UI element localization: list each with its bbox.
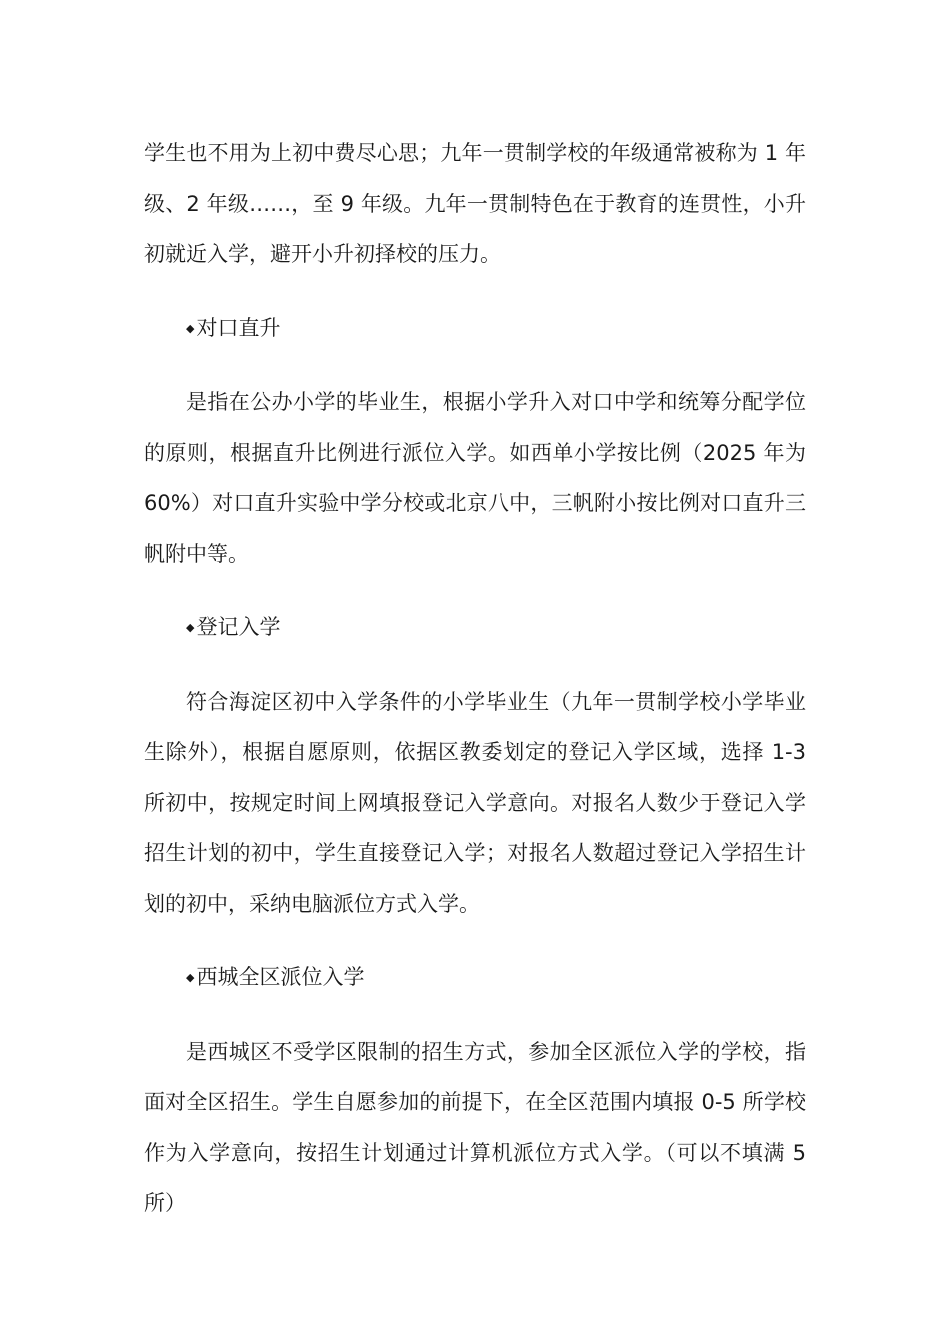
section-heading-label: 登记入学 (196, 615, 281, 639)
diamond-bullet-icon: ◆ (186, 621, 195, 634)
section-heading-label: 对口直升 (196, 315, 281, 340)
section-heading-direct-promotion (144, 303, 806, 355)
diamond-bullet-icon: ◆ (186, 321, 195, 335)
section-heading-district-lottery (144, 952, 806, 1004)
section-body-registration: 符合海淀区初中入学条件的小学毕业生（九年一贯制学校小学毕业生除外），根据自愿原则，依据区教委划定的登记入学区域，选择 1-3 所初中，按规定时间上网填报登记入学意向。对报名人数少于登记入学招生计划的初中，学生直接登记入学；对报名人数超过登记入学招生计划的初中，采纳电脑派位方式入学。 (144, 689, 806, 916)
document-body (144, 128, 806, 1229)
section-body-district-lottery: 是西城区不受学区限制的招生方式，参加全区派位入学的学校，指面对全区招生。学生自愿参加的前提下，在全区范围内填报 0-5 所学校作为入学意向，按招生计划通过计算机派位方式入学。（可以不填满 5 所） (144, 1039, 806, 1215)
diamond-bullet-icon: ◆ (186, 971, 195, 984)
section-heading-label: 西城全区派位入学 (196, 965, 365, 989)
section-body-direct-promotion: 是指在公办小学的毕业生，根据小学升入对口中学和统筹分配学位的原则，根据直升比例进行派位入学。如西单小学按比例（2025 年为 60%）对口直升实验中学分校或北京八中，三帆附小按比例对口直升三帆附中等。 (144, 390, 806, 566)
section-heading-registration (144, 602, 806, 654)
intro-paragraph: 学生也不用为上初中费尽心思；九年一贯制学校的年级通常被称为 1 年级、2 年级……，至 9 年级。九年一贯制特色在于教育的连贯性，小升初就近入学，避开小升初择校的压力。 (144, 141, 806, 266)
